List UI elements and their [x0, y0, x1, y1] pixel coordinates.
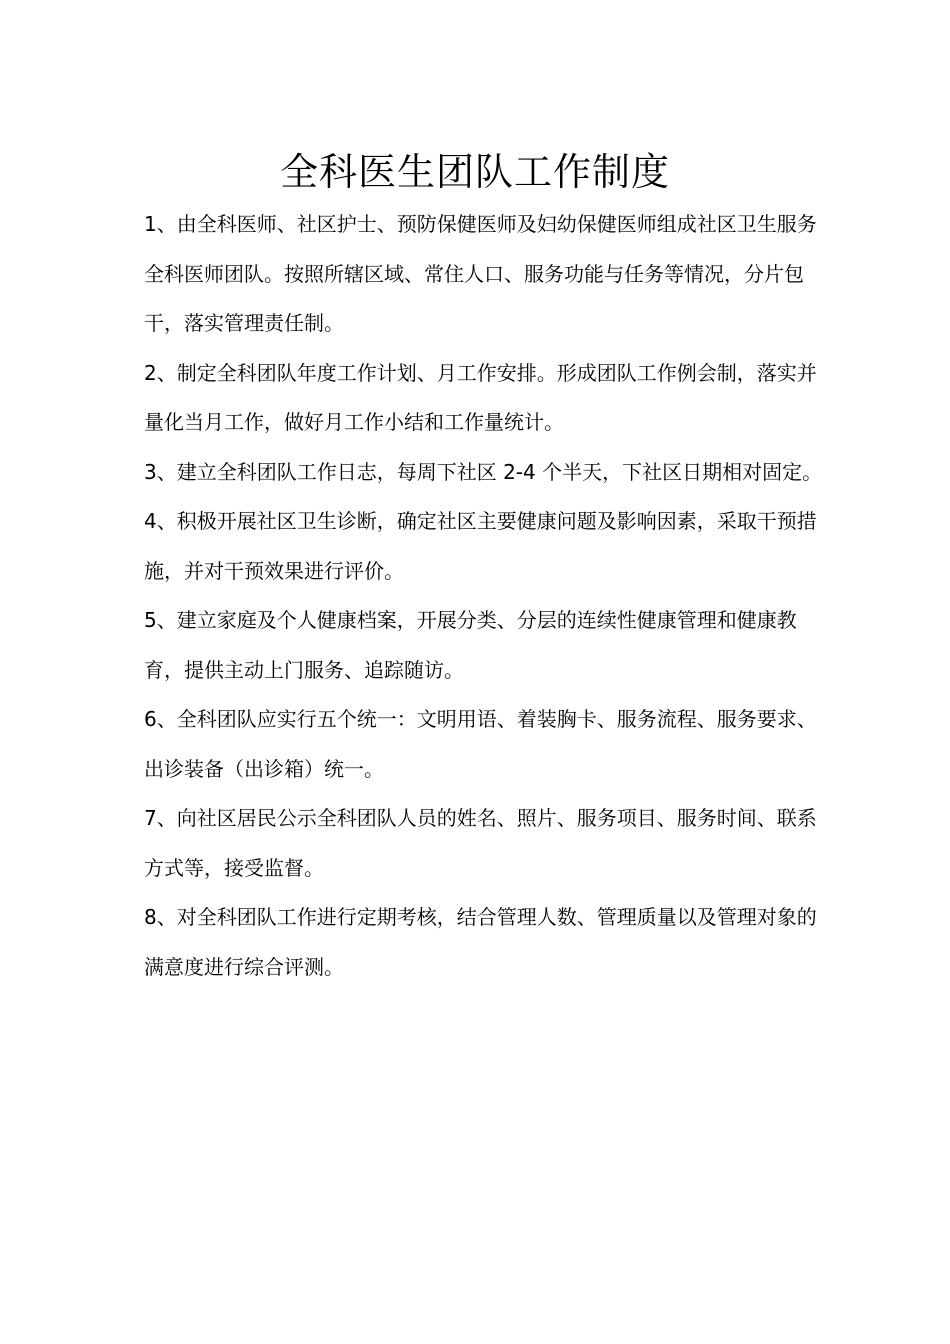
- clause-7: 7、向社区居民公示全科团队人员的姓名、照片、服务项目、服务时间、联系方式等，接受监督。: [144, 806, 817, 880]
- clause-2: 2、制定全科团队年度工作计划、月工作安排。形成团队工作例会制，落实并量化当月工作，做好月工作小结和工作量统计。: [144, 360, 817, 434]
- clause-8: 8、对全科团队工作进行定期考核，结合管理人数、管理质量以及管理对象的满意度进行综合评测。: [144, 905, 817, 979]
- clause-5: 5、建立家庭及个人健康档案，开展分类、分层的连续性健康管理和健康教育，提供主动上门服务、追踪随访。: [144, 608, 797, 682]
- clause-6: 6、全科团队应实行五个统一：文明用语、着装胸卡、服务流程、服务要求、出诊装备（出诊箱）统一。: [144, 707, 817, 781]
- clause-3: 3、建立全科团队工作日志，每周下社区 2-4 个半天，下社区日期相对固定。: [144, 459, 823, 484]
- clause-1: 1、由全科医师、社区护士、预防保健医师及妇幼保健医师组成社区卫生服务全科医师团队。按照所辖区域、常住人口、服务功能与任务等情况，分片包干，落实管理责任制。: [144, 212, 817, 335]
- document-title: 全科医生团队工作制度: [279, 150, 670, 194]
- clause-4: 4、积极开展社区卫生诊断，确定社区主要健康问题及影响因素，采取干预措施，并对干预效果进行评价。: [144, 509, 817, 583]
- clause-list: [144, 200, 834, 992]
